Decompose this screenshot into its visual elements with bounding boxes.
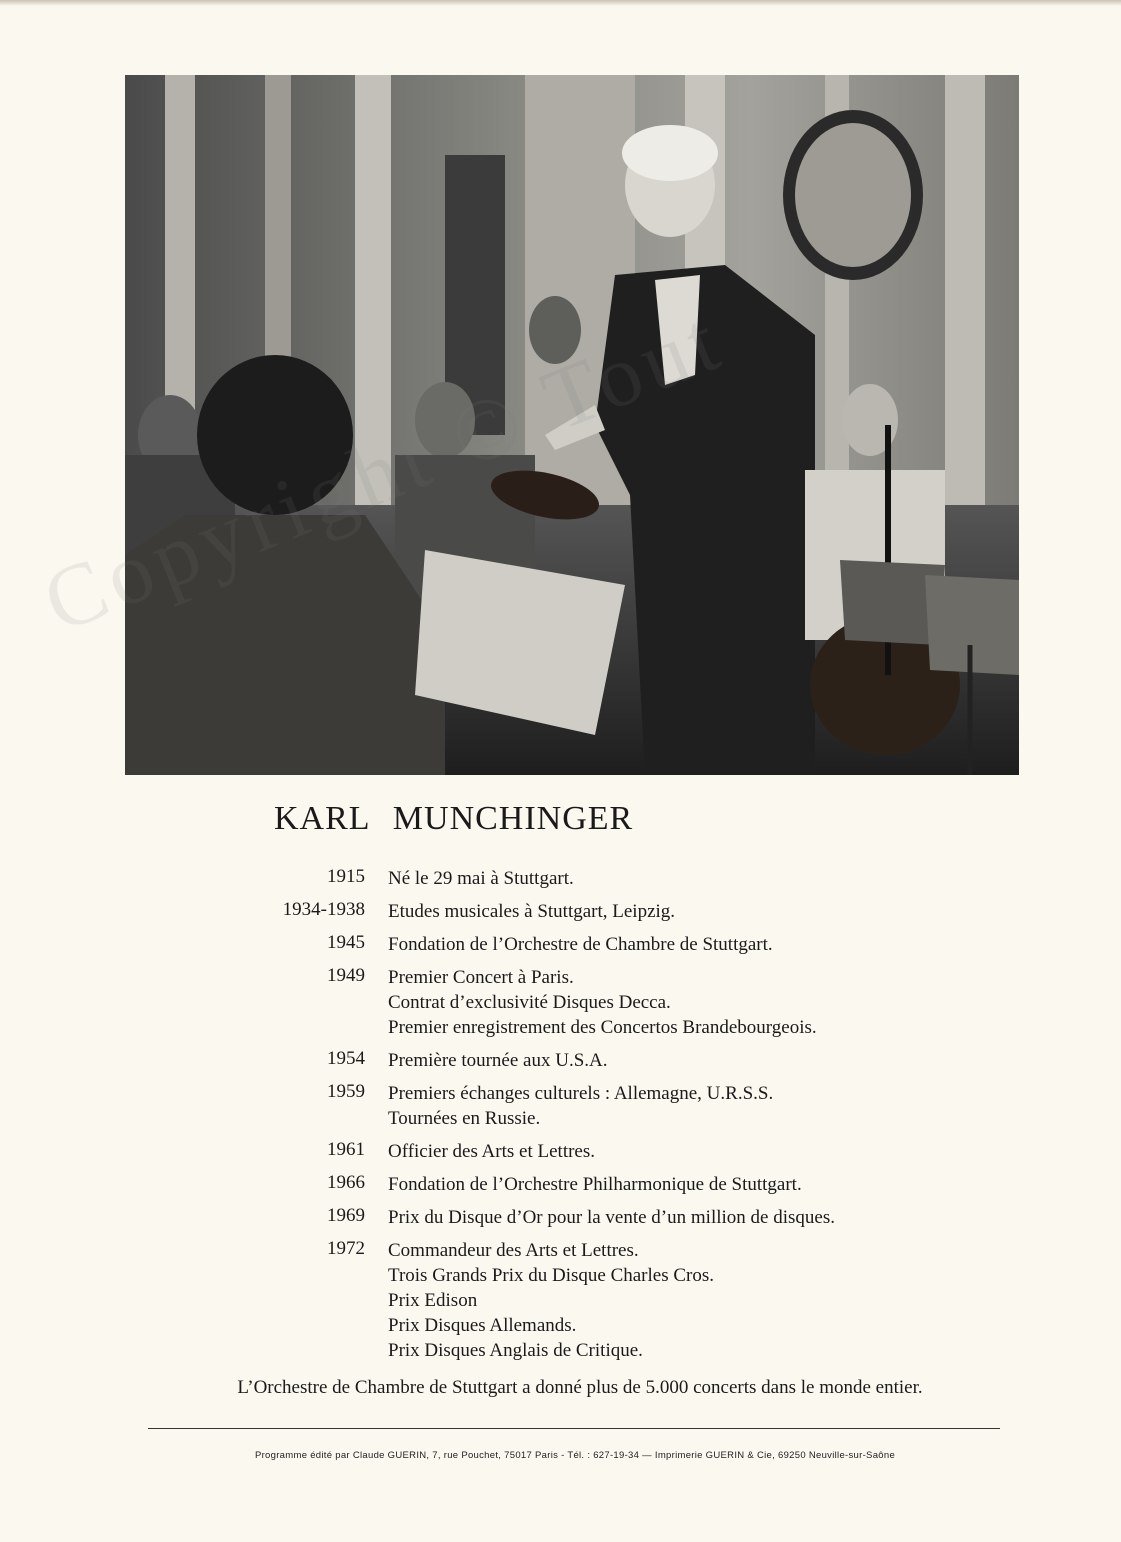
bio-entry xyxy=(250,1205,950,1230)
bio-event-lines xyxy=(388,1081,950,1131)
page-title: KARL MUNCHINGER xyxy=(274,800,634,837)
bio-year: 1934-1938 xyxy=(282,899,365,920)
conductor-rehearsal-photo xyxy=(125,75,1019,775)
footer-divider xyxy=(148,1428,1000,1429)
bio-event-lines xyxy=(388,866,950,891)
bio-event-lines xyxy=(388,1139,950,1164)
bio-event-text: Fondation de l’Orchestre de Chambre de Stuttgart. xyxy=(388,934,773,955)
closing-statement: L’Orchestre de Chambre de Stuttgart a donné plus de 5.000 concerts dans le monde entier. xyxy=(237,1377,923,1398)
printer-footer: Programme édité par Claude GUERIN, 7, rue Pouchet, 75017 Paris - Tél. : 627-19-34 — Imprimerie GUERIN & Cie, 69250 Neuville-sur-Saône xyxy=(254,1450,896,1461)
bio-event-text: Premier Concert à Paris. xyxy=(388,967,574,988)
bio-entry xyxy=(250,932,950,957)
bio-event-text: Trois Grands Prix du Disque Charles Cros. xyxy=(388,1265,714,1286)
bio-event-text: Né le 29 mai à Stuttgart. xyxy=(388,868,574,889)
biography-timeline xyxy=(250,866,950,1371)
bio-year: 1949 xyxy=(327,965,365,986)
bio-event-lines xyxy=(388,1238,950,1363)
bio-event-text: Contrat d’exclusivité Disques Decca. xyxy=(388,992,671,1013)
bio-event-text: Officier des Arts et Lettres. xyxy=(388,1141,595,1162)
bio-event-text: Prix Disques Anglais de Critique. xyxy=(388,1340,643,1361)
bio-entry xyxy=(250,866,950,891)
bio-event-lines xyxy=(388,932,950,957)
page-edge xyxy=(0,0,1121,6)
bio-event-text: Premiers échanges culturels : Allemagne, U.R.S.S. xyxy=(388,1083,774,1104)
bio-event-text: Etudes musicales à Stuttgart, Leipzig. xyxy=(388,901,676,922)
bio-year: 1961 xyxy=(327,1139,365,1160)
bio-entry xyxy=(250,899,950,924)
bio-year: 1969 xyxy=(327,1205,365,1226)
bio-entry xyxy=(250,1048,950,1073)
bio-event-text: Prix Disques Allemands. xyxy=(388,1315,577,1336)
bio-event-text: Prix Edison xyxy=(388,1290,478,1311)
bio-event-lines xyxy=(388,1048,950,1073)
bio-event-lines xyxy=(388,1172,950,1197)
bio-entry xyxy=(250,1139,950,1164)
bio-entry xyxy=(250,965,950,1040)
bio-entry xyxy=(250,1238,950,1363)
bio-event-lines xyxy=(388,1205,950,1230)
bio-event-text: Première tournée aux U.S.A. xyxy=(388,1050,608,1071)
bio-year: 1959 xyxy=(327,1081,365,1102)
bio-event-text: Premier enregistrement des Concertos Brandebourgeois. xyxy=(388,1017,817,1038)
bio-year: 1966 xyxy=(327,1172,365,1193)
bio-event-text: Fondation de l’Orchestre Philharmonique de Stuttgart. xyxy=(388,1174,802,1195)
bio-entry xyxy=(250,1172,950,1197)
bio-entry xyxy=(250,1081,950,1131)
bio-year: 1972 xyxy=(327,1238,365,1259)
bio-event-text: Commandeur des Arts et Lettres. xyxy=(388,1240,639,1261)
bio-event-text: Tournées en Russie. xyxy=(388,1108,541,1129)
bio-year: 1945 xyxy=(327,932,365,953)
bio-event-lines xyxy=(388,965,950,1040)
bio-year: 1954 xyxy=(327,1048,365,1069)
bio-event-lines xyxy=(388,899,950,924)
bio-year: 1915 xyxy=(327,866,365,887)
bio-event-text: Prix du Disque d’Or pour la vente d’un million de disques. xyxy=(388,1207,835,1228)
